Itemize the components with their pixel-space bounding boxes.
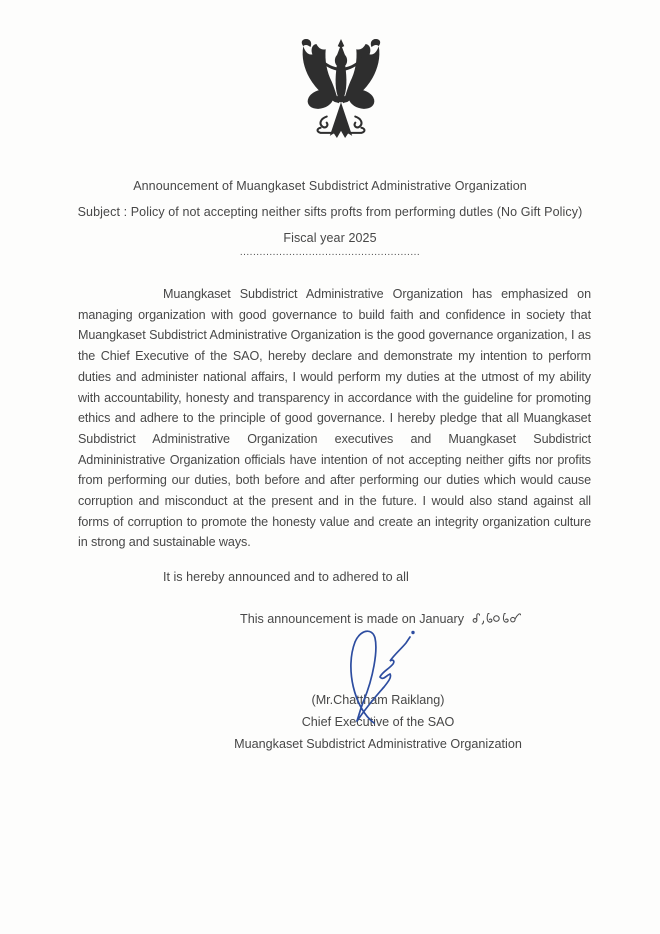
divider-dots: ....................................................... bbox=[239, 247, 421, 258]
body-paragraph: Muangkaset Subdistrict Administrative Organization has emphasized on managing organization with good governance to build faith and confidence in society that Muangkaset Subdistrict Administrative Organization is the good governance organization, I as the Chief Executive of the SAO, hereby declare and demonstrate my intention to perform duties and administer national affairs, I would perform my duties at the utmost of my ability with accountability, honesty and transparency in accordance with the guideline for promoting ethics and adhere to the principle of good governance. I hereby pledge that all Muangkaset Subdistrict Administrative Organization executives and Muangkaset Subdistrict Admininistrative Organization officials have intention of not accepting neither gifts nor profits from performing our duties, both before and after performing our duties which would cause corruption and misconduct at the present and in the future. I would also stand against all forms of corruption to promote the honesty value and create an integrity organization culture in strong and sustainable ways. bbox=[78, 287, 591, 550]
date-line bbox=[240, 611, 524, 626]
announcement-title: Announcement of Muangkaset Subdistrict Administrative Organization bbox=[133, 179, 527, 193]
handwritten-signature bbox=[332, 626, 452, 726]
fiscal-year-line: Fiscal year 2025 bbox=[283, 231, 377, 245]
date-thai-numerals bbox=[472, 611, 524, 625]
signatory-title: Chief Executive of the SAO bbox=[301, 714, 455, 729]
signatory-organization: Muangkaset Subdistrict Administrative Organization bbox=[234, 736, 522, 751]
subject-line: Subject : Policy of not accepting neither sifts profts from performing dutles (No Gift Policy) bbox=[77, 205, 583, 219]
closing-announce-line: It is hereby announced and to adhered to all bbox=[163, 570, 409, 584]
date-line-prefix: This announcement is made on January bbox=[240, 612, 465, 626]
garuda-emblem-icon bbox=[292, 38, 390, 140]
signatory-name: (Mr.Chattham Raiklang) bbox=[311, 693, 445, 707]
